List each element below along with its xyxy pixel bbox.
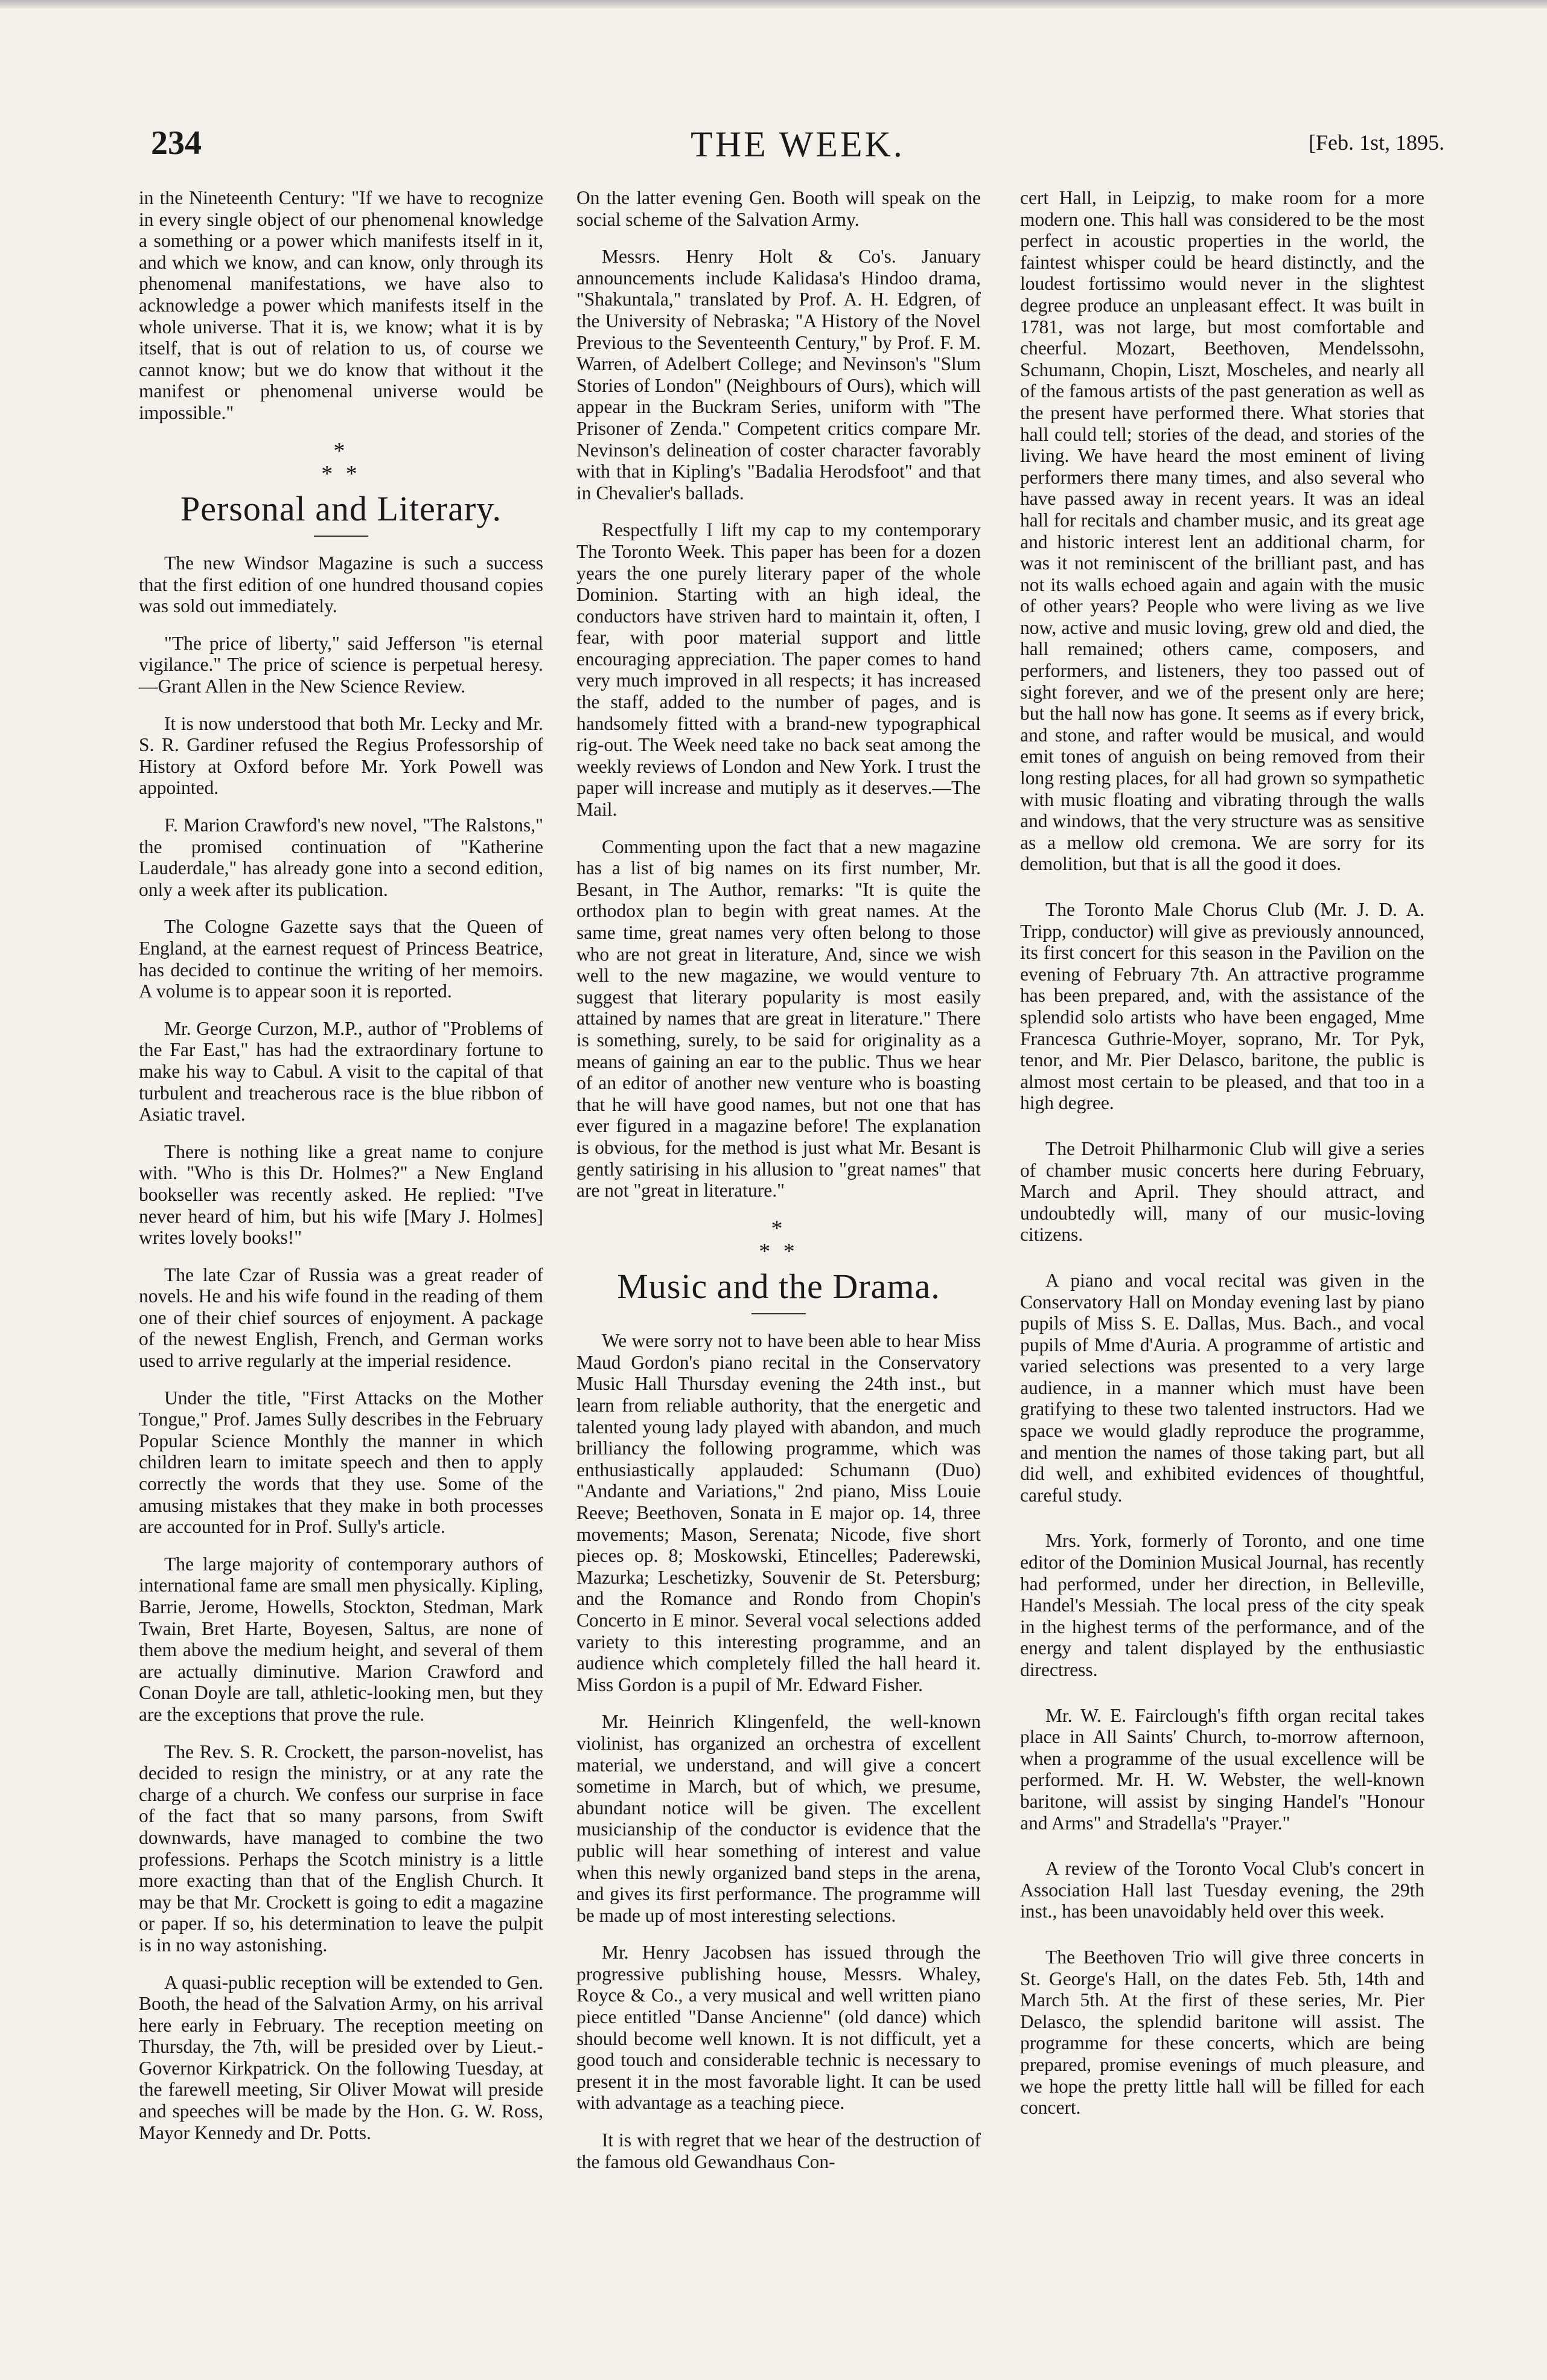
article-paragraph: The large majority of contemporary authors of international fame are small men physically. Kipling, Barrie, Jerome, Howells, Stockton, Stedman, Mark Twain, Bret Harte, Boyesen, Saltus, are none of them above the medium height, and several of them are actually diminutive. Marion Crawford and Conan Doyle are tall, athletic-looking men, but they are the exceptions that prove the rule.: [139, 1553, 543, 1725]
article-paragraph: F. Marion Crawford's new novel, "The Ralstons," the promised continuation of "Katherine Lauderdale," has already gone into a second edition, only a week after its publication.: [139, 814, 543, 900]
article-paragraph: Under the title, "First Attacks on the Mother Tongue," Prof. James Sully describes in the February Popular Science Monthly the manner in which children learn to imitate speech and then to apply correctly the words that they use. Some of the amusing mistakes that they make in both processes are accounted for in Prof. Sully's article.: [139, 1387, 543, 1538]
column-3: [1020, 187, 1424, 2134]
article-paragraph: "The price of liberty," said Jefferson "is eternal vigilance." The price of science is perpetual heresy.—Grant Allen in the New Science Review.: [139, 632, 543, 697]
article-paragraph: Mr. George Curzon, M.P., author of "Problems of the Far East," has had the extraordinary fortune to make his way to Cabul. A visit to the capital of that turbulent and treacherous race is the blue ribbon of Asiatic travel.: [139, 1017, 543, 1125]
page-header: [151, 124, 1444, 178]
article-paragraph: It is now understood that both Mr. Lecky and Mr. S. R. Gardiner refused the Regius Professorship of History at Oxford before Mr. York Powell was appointed.: [139, 712, 543, 799]
article-paragraph: Mr. Heinrich Klingenfeld, the well-known violinist, has organized an orchestra of excellent material, we understand, and will give a concert sometime in March, but of which, we presume, abundant notice will be given. The excellent musicianship of the conductor is evidence that the public will hear something of interest and value when this newly organized band steps in the arena, and gives its first performance. The programme will be made up of most interesting selections.: [576, 1711, 981, 1926]
article-paragraph: The Cologne Gazette says that the Queen of England, at the earnest request of Princess Beatrice, has decided to continue the writing of her memoirs. A volume is to appear soon it is reported.: [139, 916, 543, 1002]
page-number: 234: [151, 124, 202, 162]
article-paragraph: A review of the Toronto Vocal Club's concert in Association Hall last Tuesday evening, the 29th inst., has been unavoidably held over this week.: [1020, 1858, 1424, 1922]
article-paragraph: The new Windsor Magazine is such a success that the first edition of one hundred thousand copies was sold out immediately.: [139, 552, 543, 617]
article-paragraph: The Toronto Male Chorus Club (Mr. J. D. A. Tripp, conductor) will give as previously announced, its first concert for this season in the Pavilion on the evening of February 7th. An attractive programme has been prepared, and, with the assistance of the splendid solo artists who have been engaged, Mme Francesca Guthrie-Moyer, soprano, Mr. Tor Pyk, tenor, and Mr. Pier Delasco, baritone, the public is almost most certain to be pleased, and that too in a high degree.: [1020, 899, 1424, 1114]
top-edge: [0, 0, 1547, 8]
article-paragraph: We were sorry not to have been able to hear Miss Maud Gordon's piano recital in the Conservatory Music Hall Thursday evening the 24th inst., but learn from reliable authority, that the energetic and talented young lady played with abandon, and much brilliancy the following programme, which was enthusiastically applauded: Schumann (Duo) "Andante and Variations," 2nd piano, Miss Louie Reeve; Beethoven, Sonata in E major op. 14, three movements; Mason, Serenata; Nicode, five short pieces op. 8; Moskowski, Etincelles; Paderewski, Mazurka; Leschetizky, Souvenir de St. Petersburg; and the Romance and Rondo from Chopin's Concerto in E minor. Several vocal selections added variety to this interesting programme, and an audience which completely filled the hall heard it. Miss Gordon is a pupil of Mr. Edward Fisher.: [576, 1330, 981, 1695]
section-divider-stars: * * *: [321, 438, 361, 487]
heading-rule: [314, 536, 368, 537]
article-paragraph: Mr. Henry Jacobsen has issued through the progressive publishing house, Messrs. Whaley, Royce & Co., a very musical and well written piano piece entitled "Danse Ancienne" (old dance) which should become well known. It is not difficult, yet a good touch and considerable technic is necessary to present it in the most favorable light. It can be used with advantage as a teaching piece.: [576, 1942, 981, 2114]
article-paragraph: On the latter evening Gen. Booth will speak on the social scheme of the Salvation Army.: [576, 187, 981, 230]
section-heading-personal-literary: Personal and Literary.: [180, 488, 502, 528]
article-paragraph: The Detroit Philharmonic Club will give a series of chamber music concerts here during February, March and April. They should attract, and undoubtedly will, many of our music-loving citizens.: [1020, 1137, 1424, 1246]
section-divider-stars: * * *: [759, 1215, 799, 1264]
column-2: [576, 187, 981, 2188]
article-paragraph: The Rev. S. R. Crockett, the parson-novelist, has decided to resign the ministry, or at any rate the charge of a church. We confess our surprise in face of the fact that so many parsons, from Swift downwards, have managed to combine the two professions. Perhaps the Scotch ministry is a little more exacting than that of the English Church. It may be that Mr. Crockett is going to edit a magazine or paper. If so, his determination to leave the pulpit is in no way astonishing.: [139, 1741, 543, 1956]
heading-rule: [751, 1313, 806, 1314]
article-paragraph: A quasi-public reception will be extended to Gen. Booth, the head of the Salvation Army, on his arrival here early in February. The reception meeting on Thursday, the 7th, will be presided over by Lieut.-Governor Kirkpatrick. On the following Tuesday, at the farewell meeting, Sir Oliver Mowat will preside and speeches will be made by the Hon. G. W. Ross, Mayor Kennedy and Dr. Potts.: [139, 1971, 543, 2143]
section-heading-music-drama: Music and the Drama.: [617, 1266, 940, 1306]
article-paragraph: There is nothing like a great name to conjure with. "Who is this Dr. Holmes?" a New England bookseller was recently asked. He replied: "I've never heard of him, but his wife [Mary J. Holmes] writes lovely books!": [139, 1140, 543, 1249]
column-1: [139, 187, 543, 2159]
article-paragraph: Commenting upon the fact that a new magazine has a list of big names on its first number, Mr. Besant, in The Author, remarks: "It is quite the orthodox plan to begin with great names. At the same time, great names very often belong to those who are not great in literature, And, since we wish well to the new magazine, we would venture to suggest that literary popularity is most easily attained by names that are great in literature." There is something, surely, to be said for originality as a means of gaining an ear to the public. Thus we hear of an editor of another new venture who is boasting that he will have good names, but not one that has ever figured in a magazine before! The explanation is obvious, for the method is just what Mr. Besant is gently satirising in his allusion to "great names" that are not "great in literature.": [576, 836, 981, 1201]
publication-title: THE WEEK.: [691, 124, 905, 164]
article-paragraph: cert Hall, in Leipzig, to make room for a more modern one. This hall was considered to be the most perfect in acoustic properties in the world, the faintest whisper could be heard distinctly, and the loudest fortissimo would never in the slightest degree produce an unpleasant effect. It was built in 1781, was not large, but most comfortable and cheerful. Mozart, Beethoven, Mendelssohn, Schumann, Chopin, Liszt, Moscheles, and nearly all of the famous artists of the past generation as well as the present have performed there. What stories that hall could tell; stories of the dead, and stories of the living. We have heard the most eminent of living performers there many times, and also several who have passed away in recent years. It was an ideal hall for recitals and chamber music, and its great age and historic interest lent an additional charm, for was it not reminiscent of the brilliant past, and has not its walls echoed again and again with the music of other years? People who were living as we live now, active and music loving, grew old and died, the hall remained; others came, composers, and performers, and listeners, they too passed out of sight forever, and we of the present only are here; but the hall now has gone. It seems as if every brick, and stone, and rafter would be musical, and would emit tones of anguish on being removed from their long resting places, for all had grown so sympathetic with music floating and vibrating through the walls and windows, that the very structure was as sensitive as a mellow old cremona. We are sorry for its demolition, but that is all the good it does.: [1020, 187, 1424, 875]
article-paragraph: A piano and vocal recital was given in the Conservatory Hall on Monday evening last by piano pupils of Miss S. E. Dallas, Mus. Bach., and vocal pupils of Mme d'Auria. A programme of artistic and varied selections was presented to a very large audience, in a manner which must have been gratifying to these two talented instructors. Had we space we would gladly reproduce the programme, and mention the names of those taking part, but all did well, and exhibited evidences of thoughtful, careful study.: [1020, 1269, 1424, 1506]
article-paragraph: in the Nineteenth Century: "If we have to recognize in every single object of our phenomenal knowledge a something or a power which manifests itself in it, and which we know, and can know, only through its phenomenal manifestations, we have also to acknowledge a power which manifests itself in the whole universe. That it is, we know; what it is by itself, that is out of relation to us, of course we cannot know; but we do know that without it the manifest or phenomenal universe would be impossible.": [139, 187, 543, 423]
article-paragraph: Mrs. York, formerly of Toronto, and one time editor of the Dominion Musical Journal, has recently had performed, under her direction, in Belleville, Handel's Messiah. The local press of the city speak in the highest terms of the performance, and of the energy and talent displayed by the enthusiastic directress.: [1020, 1530, 1424, 1680]
article-paragraph: It is with regret that we hear of the destruction of the famous old Gewandhaus Con-: [576, 2129, 981, 2172]
article-paragraph: Mr. W. E. Fairclough's fifth organ recital takes place in All Saints' Church, to-morrow afternoon, when a programme of the usual excellence will be performed. Mr. H. W. Webster, the well-known baritone, will assist by singing Handel's "Honour and Arms" and Stradella's "Prayer.": [1020, 1704, 1424, 1834]
article-paragraph: Respectfully I lift my cap to my contemporary The Toronto Week. This paper has been for a dozen years the one purely literary paper of the whole Dominion. Starting with an high ideal, the conductors have striven hard to maintain it, often, I fear, with poor material support and little encouraging appreciation. The paper comes to hand very much improved in all respects; it has increased the staff, added to the number of pages, and is handsomely fitted with a brand-new typographical rig-out. The Week need take no back seat among the weekly reviews of London and New York. I trust the paper will increase and mutiply as it deserves.—The Mail.: [576, 519, 981, 821]
article-paragraph: The Beethoven Trio will give three concerts in St. George's Hall, on the dates Feb. 5th, 14th and March 5th. At the first of these series, Mr. Pier Delasco, the splendid baritone will assist. The programme for these concerts, which are being prepared, promise evenings of much pleasure, and we hope the pretty little hall will be filled for each concert.: [1020, 1946, 1424, 2119]
article-paragraph: The late Czar of Russia was a great reader of novels. He and his wife found in the reading of them one of their chief sources of enjoyment. A package of the newest English, French, and German works used to arrive regularly at the imperial residence.: [139, 1264, 543, 1372]
issue-date: [Feb. 1st, 1895.: [1309, 130, 1444, 155]
article-paragraph: Messrs. Henry Holt & Co's. January announcements include Kalidasa's Hindoo drama, "Shakuntala," translated by Prof. A. H. Edgren, of the University of Nebraska; "A History of the Novel Previous to the Seventeenth Century," by Prof. F. M. Warren, of Adelbert College; and Nevinson's "Slum Stories of London" (Neighbours of Ours), which will appear in the Buckram Series, uniform with "The Prisoner of Zenda." Competent critics compare Mr. Nevinson's delineation of coster character favorably with that in Kipling's "Badalia Herodsfoot" and that in Chevalier's ballads.: [576, 246, 981, 504]
